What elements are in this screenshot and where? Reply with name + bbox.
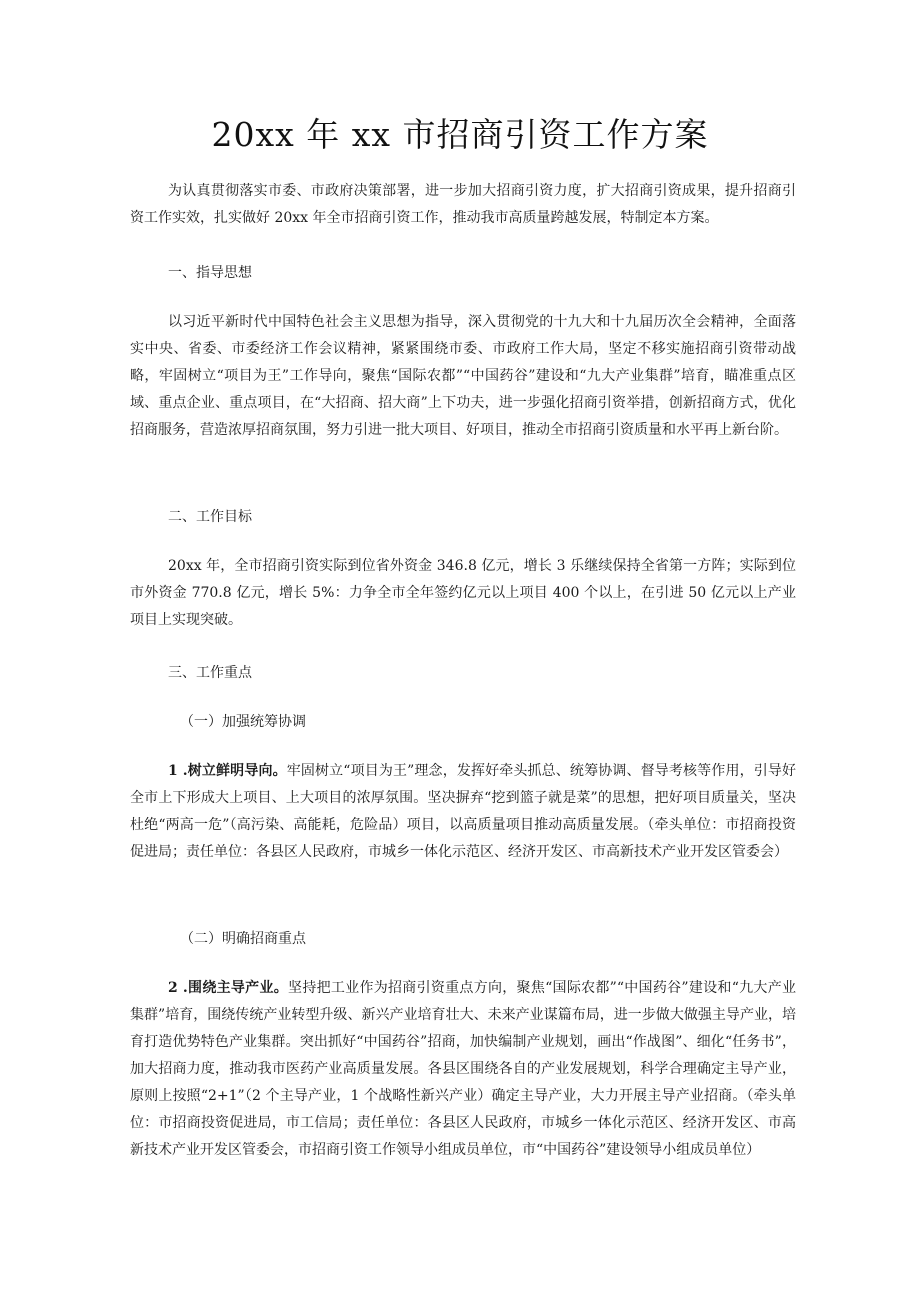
- document-title: 20xx 年 xx 市招商引资工作方案: [211, 115, 709, 154]
- item-paragraph-1: [130, 758, 796, 866]
- item-2-body: 坚持把工业作为招商引资重点方向，聚焦“国际农都”“中国药谷”建设和“九大产业集群”培育，围绕传统产业转型升级、新兴产业培育壮大、未来产业谋篇布局，进一步做大做强主导产业，培育打造优势特色产业集群。突出抓好“中国药谷”招商，加快编制产业规划，画出“作战图”、细化“任务书”，加大招商力度，推动我市医药产业高质量发展。各县区围绕各自的产业发展规划，科学合理确定主导产业，原则上按照“2+1”（2 个主导产业，1 个战略性新兴产业）确定主导产业，大力开展主导产业招商。（牵头单位：市招商投资促进局，市工信局；责任单位：各县区人民政府，市城乡一体化示范区、经济开发区、市高新技术产业开发区管委会，市招商引资工作领导小组成员单位，市“中国药谷”建设领导小组成员单位）: [130, 980, 796, 1158]
- item-1-body: 牢固树立“项目为王”理念，发挥好牵头抓总、统筹协调、督导考核等作用，引导好全市上下形成大上项目、上大项目的浓厚氛围。坚决摒弃“挖到篮子就是菜”的思想，把好项目质量关，坚决杜绝“两高一危”（高污染、高能耗，危险品）项目，以高质量项目推动高质量发展。（牵头单位：市招商投资促进局；责任单位：各县区人民政府，市城乡一体化示范区、经济开发区、市高新技术产业开发区管委会）: [130, 763, 796, 860]
- section-heading-guiding-ideology: 一、指导思想: [168, 265, 252, 281]
- item-paragraph-2: [130, 975, 796, 1164]
- section-heading-work-goals: 二、工作目标: [168, 509, 252, 525]
- item-1-lead: 1 .树立鲜明导向。: [168, 763, 287, 779]
- section-heading-work-focus: 三、工作重点: [168, 665, 252, 681]
- subsection-heading-investment-focus: （二）明确招商重点: [180, 931, 306, 947]
- section-body-guiding-ideology: 以习近平新时代中国特色社会主义思想为指导，深入贯彻党的十九大和十九届历次全会精神，全面落实中央、省委、市委经济工作会议精神，紧紧围绕市委、市政府工作大局，坚定不移实施招商引资带动战略，牢固树立“项目为王”工作导向，聚焦“国际农都”“中国药谷”建设和“九大产业集群”培育，瞄准重点区域、重点企业、重点项目，在“大招商、招大商”上下功夫，进一步强化招商引资举措，创新招商方式，优化招商服务，营造浓厚招商氛围，努力引进一批大项目、好项目，推动全市招商引资质量和水平再上新台阶。: [130, 314, 796, 438]
- item-2-lead: 2 .围绕主导产业。: [168, 980, 289, 996]
- subsection-heading-coordination: （一）加强统筹协调: [180, 714, 306, 730]
- intro-paragraph: 为认真贯彻落实市委、市政府决策部署，进一步加大招商引资力度，扩大招商引资成果，提升招商引资工作实效，扎实做好 20xx 年全市招商引资工作，推动我市高质量跨越发展，特制定本方案。: [130, 183, 796, 226]
- section-body-work-goals: 20xx 年，全市招商引资实际到位省外资金 346.8 亿元，增长 3 乐继续保持全省第一方阵；实际到位市外资金 770.8 亿元，增长 5%：力争全市全年签约亿元以上项目 400 个以上，在引进 50 亿元以上产业项目上实现突破。: [130, 558, 796, 628]
